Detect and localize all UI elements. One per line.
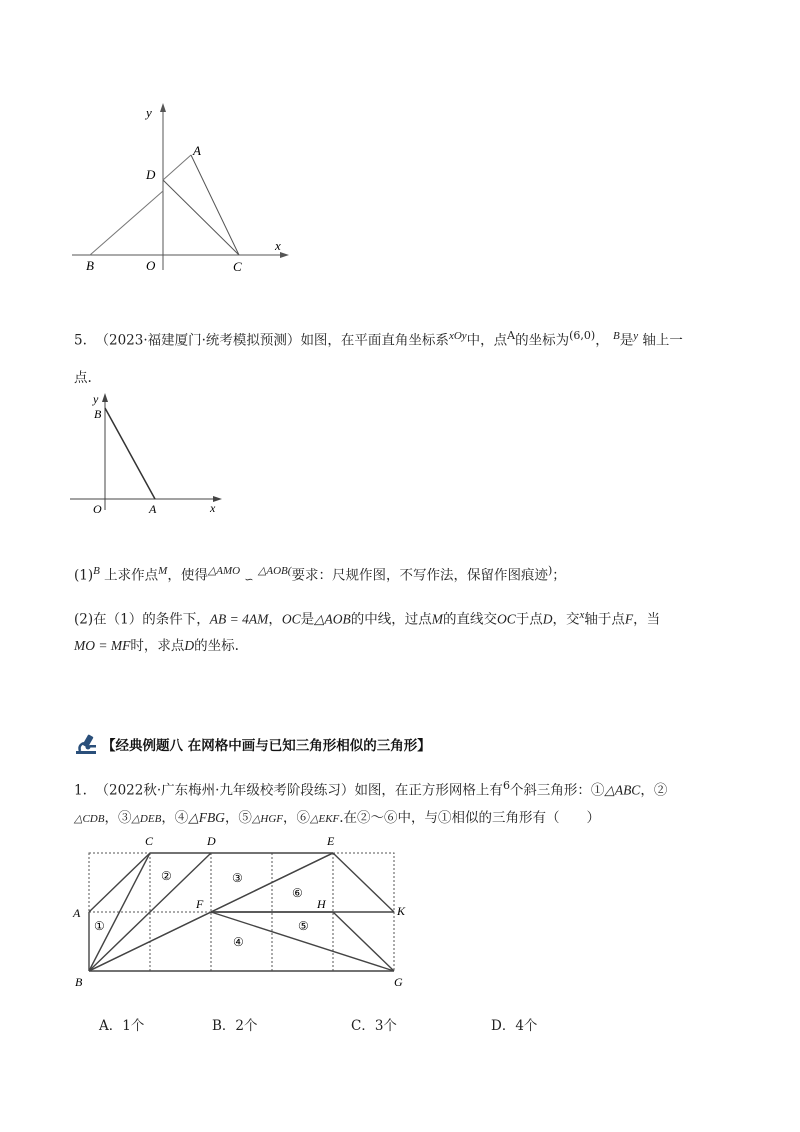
math-B: B (93, 565, 100, 577)
q1-text: ； (552, 567, 566, 584)
problem5-line1 (74, 326, 683, 351)
problem5-q2-line2 (74, 636, 239, 656)
fig2-label-x: x (210, 501, 216, 515)
problem1-text: ，② (640, 782, 668, 799)
circled-6: ⑥ (292, 886, 303, 900)
math-x: x (579, 609, 585, 621)
math-eq-MO: MO = MF (74, 638, 131, 653)
q2-text: 的中线，过点 (350, 611, 432, 628)
circled-1: ① (94, 919, 105, 933)
problem5-q2-line1 (74, 605, 660, 630)
grid-label-G: G (394, 975, 403, 989)
math-y: y (633, 330, 639, 342)
math-D: D (184, 638, 195, 653)
q1-text: ) (547, 564, 553, 577)
grid-label-D: D (207, 834, 216, 848)
problem1-text: .在②～⑥中，与①相似的三角形有（ ） (339, 810, 601, 826)
fig2-label-B: B (94, 407, 102, 421)
q2-text: 的直线交 (442, 611, 497, 628)
problem1-text: ，③ (104, 810, 132, 826)
math-M: M (158, 565, 168, 577)
fig2-label-O: O (93, 502, 102, 516)
problem5-text: ， (595, 332, 609, 349)
math-similar: ∽ (244, 573, 254, 587)
q1-prefix: (1) (74, 567, 94, 584)
option-c[interactable]: C．3个 (351, 1018, 397, 1034)
math-triangle-CDB: △CDB (74, 813, 105, 825)
math-eq-AB: AB = 4AM (209, 611, 269, 627)
math-B: B (612, 330, 620, 342)
grid-label-E: E (327, 834, 335, 848)
math-F: F (624, 611, 634, 627)
fig1-label-y: y (146, 105, 152, 120)
figure-coordinate-triangle-top (60, 95, 300, 280)
math-triangle-FBG: △FBG (188, 810, 225, 825)
section-title: 【经典例题八 在网格中画与已知三角形相似的三角形】 (102, 738, 431, 754)
q2-text: ，当 (633, 611, 661, 628)
problem1-number: 1. (74, 782, 87, 799)
q2-text: 是 (300, 611, 315, 628)
option-d[interactable]: D．4个 (491, 1018, 538, 1034)
section-heading (74, 733, 431, 755)
q2-text: ，交 (552, 611, 580, 628)
grid-label-H: H (317, 897, 326, 911)
math-OC: OC (281, 611, 301, 627)
problem1-text: ，④ (161, 810, 189, 826)
circled-3: ③ (232, 871, 243, 885)
fig1-label-B: B (86, 258, 94, 273)
problem5-source: （2023·福建厦门·统考模拟预测） (95, 332, 301, 349)
grid-label-B: B (75, 975, 83, 989)
fig2-label-A: A (149, 502, 157, 516)
fig1-label-A: A (193, 143, 201, 158)
fig1-label-C: C (233, 259, 242, 274)
q2-text: 时，求点 (130, 638, 185, 654)
grid-label-C: C (145, 834, 154, 848)
math-coord: (6,0) (569, 329, 596, 342)
q2-text: (2)在（1）的条件下， (74, 611, 210, 628)
fig1-label-O: O (146, 258, 156, 273)
problem1-line2 (74, 808, 600, 829)
fig1-label-x: x (275, 238, 281, 253)
q1-text: ，使得 (167, 567, 208, 584)
fig2-label-y: y (93, 392, 99, 406)
q2-text: ， (268, 611, 282, 628)
option-b[interactable]: B．2个 (212, 1018, 258, 1034)
microscope-icon (74, 733, 100, 755)
q2-text: 于点 (515, 611, 543, 628)
problem5-text: 的坐标为 (515, 332, 570, 349)
q1-text: 要求：尺规作图，不写作法，保留作图痕迹 (291, 567, 548, 584)
math-triangle-AMO: △AMO (207, 565, 241, 577)
problem5-line2: 点. (74, 370, 92, 386)
grid-label-F: F (196, 897, 204, 911)
circled-2: ② (161, 869, 172, 883)
problem1-text: 个斜三角形：① (509, 782, 605, 799)
circled-4: ④ (233, 935, 244, 949)
math-xOy: xOy (448, 330, 467, 342)
math-triangle-AOB: △AOB( (257, 565, 292, 577)
problem5-q1 (74, 561, 566, 590)
math-six: 6 (502, 779, 510, 792)
problem1-line1 (74, 776, 667, 801)
circled-5: ⑤ (298, 919, 309, 933)
math-triangle-DEB: △DEB (131, 813, 162, 825)
fig1-label-D: D (146, 167, 156, 182)
problem5-text: 中，点 (466, 332, 508, 349)
problem1-source: （2022秋·广东梅州·九年级校考阶段练习） (95, 782, 355, 799)
problem1-text: ，⑤ (224, 810, 252, 826)
math-triangle-ABC: △ABC (604, 782, 641, 798)
math-triangle-HGF: △HGF (251, 813, 284, 825)
problem5-text: 如图，在平面直角坐标系 (300, 332, 449, 349)
grid-label-A: A (73, 906, 81, 920)
math-OC: OC (496, 611, 516, 627)
problem5-text: 是 (619, 332, 634, 349)
grid-label-K: K (397, 904, 406, 918)
problem5-text: 轴上一 (642, 332, 683, 349)
option-a[interactable]: A．1个 (99, 1018, 145, 1034)
q2-text: 的坐标. (194, 638, 239, 654)
figure-grid-triangles (70, 830, 420, 990)
math-D: D (542, 611, 553, 627)
q2-text: 轴于点 (584, 611, 625, 628)
math-A: A (507, 329, 516, 342)
problem1-text: ，⑥ (283, 810, 311, 826)
math-M: M (431, 611, 443, 627)
figure-coordinate-triangle-p5 (65, 390, 235, 520)
problem5-number: 5. (74, 332, 87, 349)
math-triangle-AOB: △AOB (314, 611, 351, 627)
problem1-text: 如图，在正方形网格上有 (354, 782, 503, 799)
math-triangle-EKF: △EKF (310, 813, 340, 825)
q1-text: 上求作点 (104, 567, 159, 584)
